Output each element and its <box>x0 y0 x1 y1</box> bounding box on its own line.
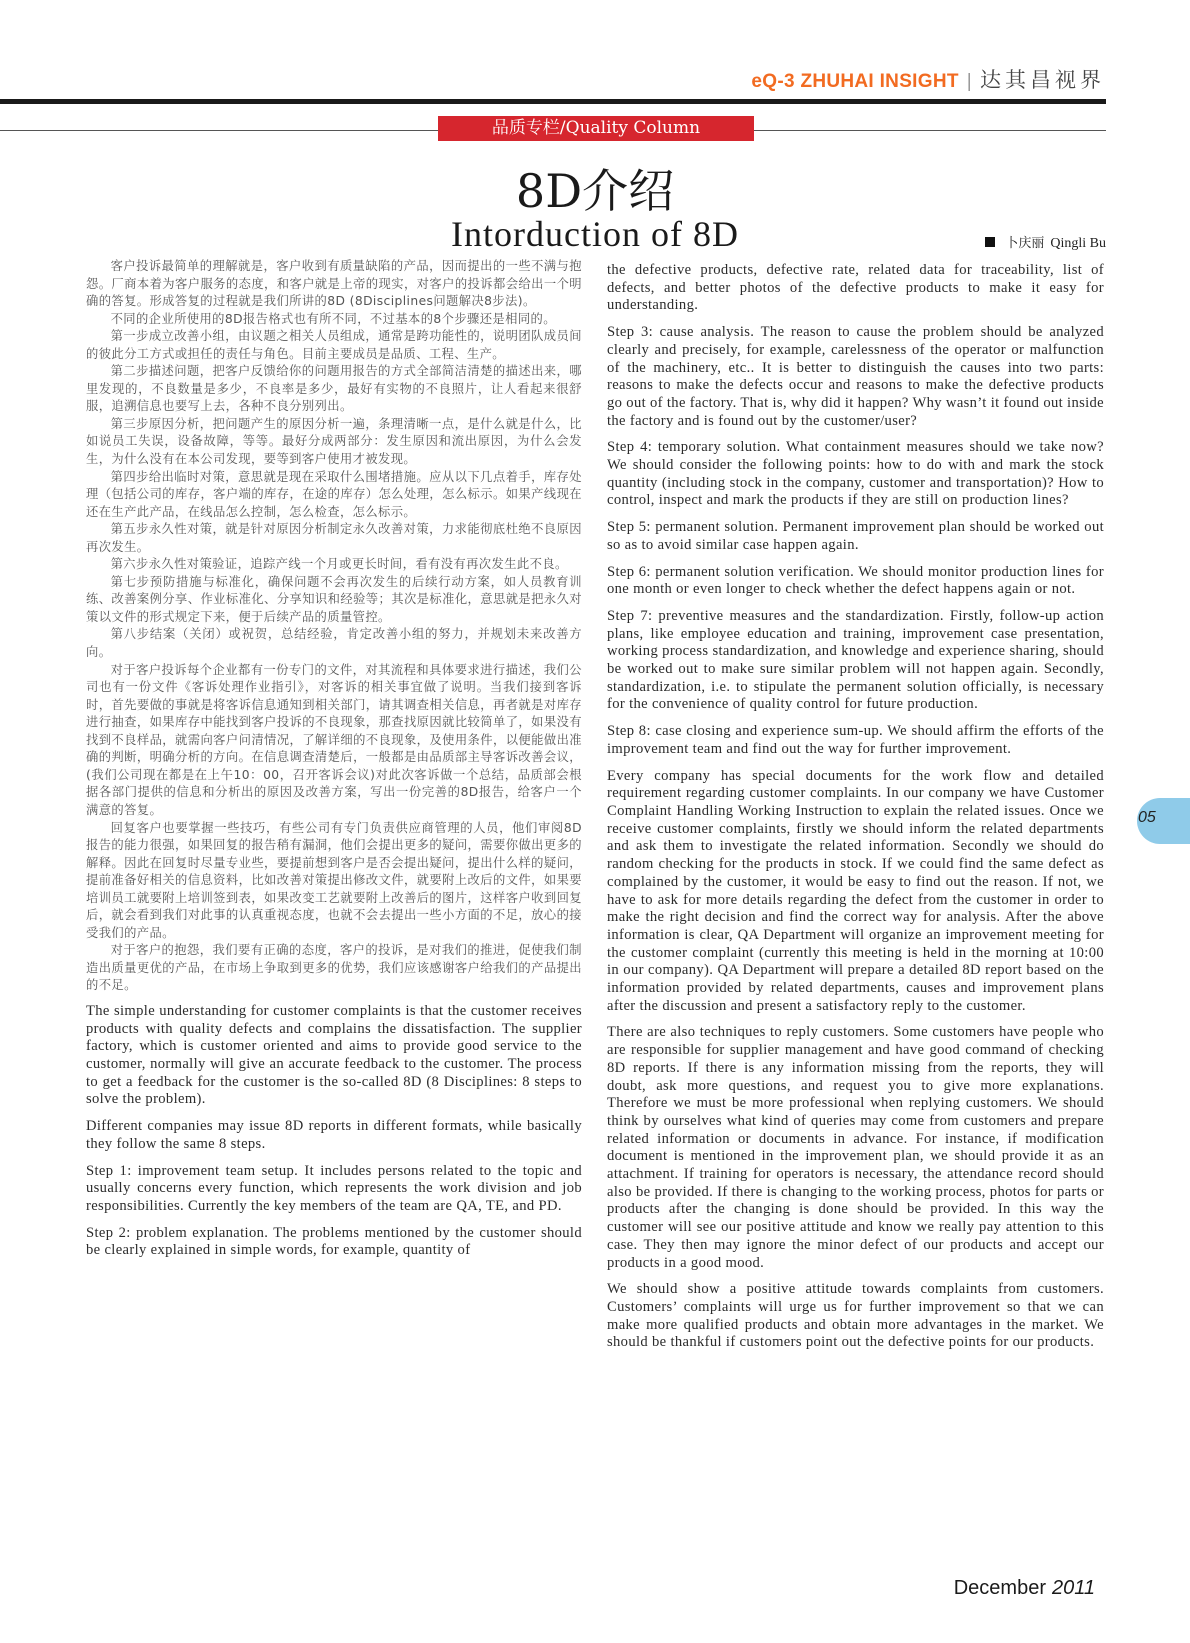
en-paragraph: There are also techniques to reply customers. Some customers have people who are responsible for supplier management and have good command of checking 8D reports. If there is any information missing from the reports, they will doubt, ask more questions, and request you to give more explanations. Therefore we must be more professional when replying customers. We should think by ourselves what kind of queries may come from customers and prepare related information or documents in advance. For instance, if modification document is mentioned in the improvement plan, we should provide it as an attachment. If training for operators is necessary, the attendance record should also be provided. If there is changing to the working process, photos for parts or products after the changing is done should be provided. In this way the customer will see our positive attitude and know we really pay attention to this case. They then may ignore the minor defect of our products and accept our products in a good mood. <box>607 1024 1104 1271</box>
en-paragraph: We should show a positive attitude towards complaints from customers. Customers’ complaints will urge us for further improvement so that we can make more qualified products and obtain more advantages in the market. We should be thankful if customers point out the defective points for our products. <box>607 1281 1104 1351</box>
section-tag: 品质专栏/Quality Column <box>438 116 754 141</box>
author-byline <box>985 232 1106 252</box>
cn-paragraph: 客户投诉最简单的理解就是，客户收到有质量缺陷的产品，因而提出的一些不满与抱怨。厂商本着为客户服务的态度，和客户就是上帝的现实，对客户的投诉都会给出一个明确的答复。形成答复的过程就是我们所讲的8D (8Disciplines问题解决8步法)。 <box>86 259 582 309</box>
brand-name: eQ-3 ZHUHAI INSIGHT <box>751 71 959 92</box>
byline-square-icon <box>985 237 995 247</box>
cn-paragraph: 第六步永久性对策验证，追踪产线一个月或更长时间，看有没有再次发生此不良。 <box>110 557 568 572</box>
header-brand <box>751 64 1105 94</box>
en-paragraph: The simple understanding for customer complaints is that the customer receives products with quality defects and complains the dissatisfaction. The supplier factory, which is customer oriented and aims to provide good service to the customer, normally will give an accurate feedback to the customer. The process to get a feedback for the customer is the so-called 8D (8 Disciplines: 8 steps to solve the problem). <box>86 1002 582 1108</box>
en-paragraph: Step 3: cause analysis. The reason to cause the problem should be analyzed clearly and precisely, for example, carelessness of the operator or malfunction of the machinery, etc.. It is better to distinguish the causes into two parts: reasons to make the defects occur and reasons to make the defective products go out of the factory. That is, why did it happen? Why wasn’t it found out inside the factory and is found out by the customer/user? <box>607 324 1104 429</box>
brand-name-cn: 达其昌视界 <box>980 68 1105 92</box>
footer-year: 2011 <box>1051 1577 1095 1599</box>
en-paragraph: Step 7: preventive measures and the standardization. Firstly, follow-up action plans, like employee education and training, improvement case presentation, working process standardization, and knowledge and experience sharing, should be worked out to make sure similar problem will not happen again. Secondly, standardization, i.e. to stipulate the permanent solution officially, is necessary for the convenience of quality control for future production. <box>607 607 1104 713</box>
cn-paragraph: 第八步结案（关闭）或祝贺，总结经验，肯定改善小组的努力，并规划未来改善方向。 <box>86 627 582 660</box>
cn-paragraph: 第五步永久性对策，就是针对原因分析制定永久改善对策，力求能彻底杜绝不良原因再次发生。 <box>86 522 582 554</box>
en-paragraph: Step 2: problem explanation. The problems mentioned by the customer should be clearly explained in simple words, for example, quantity of <box>86 1224 582 1259</box>
en-paragraph: Different companies may issue 8D reports in different formats, while basically they follow the same 8 steps. <box>86 1118 582 1152</box>
article-title-cn: 8D介绍 <box>515 164 675 218</box>
en-paragraph: Every company has special documents for the work flow and detailed requirement regarding customer complaints. In our company we have Customer Complaint Handling Working Instruction to explain the related issues. Once we receive customer complaints, firstly we should inform the related departments and ask them to investigate the related information. Secondly we should do random checking for the products in stock. If we could find the same defect as complained by the customer, it would be easy to find out the reason. If not, we have to ask for more details regarding the defect from the customer in order to make the right decision and find the correct way for analysis. After the above information is clear, QA Department will organize an improvement meeting for the customer complaint (currently this meeting is held in the morning at 10:00 in our company). QA Department will prepare a detailed 8D report based on the information provided by related departments, causes and improvement plans after the discussion and present a satisfactory reply to the customer. <box>607 767 1104 1014</box>
en-paragraph: the defective products, defective rate, related data for traceability, list of defects, and better photos of the defective products to make it easy for understanding. <box>607 262 1104 314</box>
header-separator: | <box>966 71 972 92</box>
en-paragraph: Step 6: permanent solution verification. We should monitor production lines for one month or even longer to check whether the defect happens again or not. <box>607 563 1104 598</box>
en-paragraph: Step 1: improvement team setup. It includes persons related to the topic and usually concerns every function, which represents the work division and job responsibilities. Currently the key members of the team are QA, TE, and PD. <box>86 1162 582 1214</box>
page-number: 05 <box>1138 809 1156 826</box>
cn-paragraph: 第七步预防措施与标准化，确保问题不会再次发生的后续行动方案，如人员教育训练、改善案例分享、作业标准化、分享知识和经验等；其次是标准化，意思就是把永久对策以文件的形式规定下来，便于后续产品的质量管控。 <box>86 574 582 624</box>
right-column <box>607 262 1104 1361</box>
cn-paragraph: 第二步描述问题，把客户反馈给你的问题用报告的方式全部简洁清楚的描述出来，哪里发现的，不良数量是多少，不良率是多少，最好有实物的不良照片，让人看起来很舒服，追溯信息也要写上去，各种不良分别列出。 <box>86 364 582 414</box>
author-name-en: Qingli Bu <box>1050 236 1106 251</box>
cn-paragraph: 对于客户投诉每个企业都有一份专门的文件，对其流程和具体要求进行描述，我们公司也有一份文件《客诉处理作业指引》，对客诉的相关事宜做了说明。当我们接到客诉时，首先要做的事就是将客诉信息通知到相关部门，请其调查相关信息，再者就是对库存进行抽查，如果库存中能找到客户投诉的不良现象，那查找原因就比较简单了，如果没有找到不良样品，就需向客户问清情况，了解详细的不良现象，及使用条件，以便能做出准确的判断，明确分析的方向。在信息调查清楚后，一般都是由品质部主导客诉改善会议，(我们公司现在都是在上午10：00，召开客诉会议)对此次客诉做一个总结，品质部会根据各部门提供的信息和分析出的原因及改善方案，写出一份完善的8D报告，给客户一个满意的答复。 <box>86 662 582 817</box>
cn-paragraph: 对于客户的抱怨，我们要有正确的态度，客户的投诉，是对我们的推进，促使我们制造出质量更优的产品，在市场上争取到更多的优势，我们应该感谢客户给我们的产品提出的不足。 <box>86 943 582 993</box>
en-paragraph: Step 5: permanent solution. Permanent improvement plan should be worked out so as to avoid similar case happen again. <box>607 519 1104 553</box>
cn-paragraph: 不同的企业所使用的8D报告格式也有所不同，不过基本的8个步骤还是相同的。 <box>110 311 556 326</box>
author-name-cn: 卜庆丽 <box>1005 236 1045 251</box>
header-rule-thick <box>0 99 1106 104</box>
cn-paragraph: 回复客户也要掌握一些技巧，有些公司有专门负责供应商管理的人员，他们审阅8D报告的能力很强，如果回复的报告稍有漏洞，他们会提出更多的疑问，需要你做出更多的解释。因此在回复时尽量专业些，要提前想到客户是否会提出疑问，提出什么样的疑问，提前准备好相关的信息资料，比如改善对策提出修改文件，就要附上改后的文件，如果要培训员工就要附上培训签到表，如果改变工艺就要附上改善后的图片，这样客户收到回复后，就会看到我们对此事的认真重视态度，也就不会去提出一些小方面的不足，放心的接受我们的产品。 <box>86 820 582 940</box>
cn-paragraph: 第一步成立改善小组，由议题之相关人员组成，通常是跨功能性的，说明团队成员间的彼此分工方式或担任的责任与角色。目前主要成员是品质、工程、生产。 <box>86 329 582 361</box>
footer-date <box>954 1577 1095 1600</box>
article-title-en: Intorduction of 8D <box>451 214 739 254</box>
cn-paragraph: 第四步给出临时对策，意思就是现在采取什么围堵措施。应从以下几点着手，库存处理（包括公司的库存，客户端的库存，在途的库存）怎么处理，怎么标示。如果产线现在还在生产此产品，在线品怎么控制，怎么检查，怎么标示。 <box>86 469 582 519</box>
en-paragraph: Step 4: temporary solution. What containment measures should we take now? We should consider the following points: how to do with and mark the stock quantity (including stock in the company, customer and transportation)? How to control, inspect and mark the products if they are still on production lines? <box>607 439 1104 509</box>
cn-paragraph: 第三步原因分析，把问题产生的原因分析一遍，条理清晰一点，是什么就是什么，比如说员工失误，设备故障，等等。最好分成两部分：发生原因和流出原因，为什么会发生，为什么没有在本公司发现，要等到客户使用才被发现。 <box>86 416 582 467</box>
left-column <box>86 258 582 1269</box>
en-paragraph: Step 8: case closing and experience sum-up. We should affirm the efforts of the improvement team and find out the way for further improvement. <box>607 723 1104 757</box>
footer-month: December <box>953 1577 1046 1599</box>
